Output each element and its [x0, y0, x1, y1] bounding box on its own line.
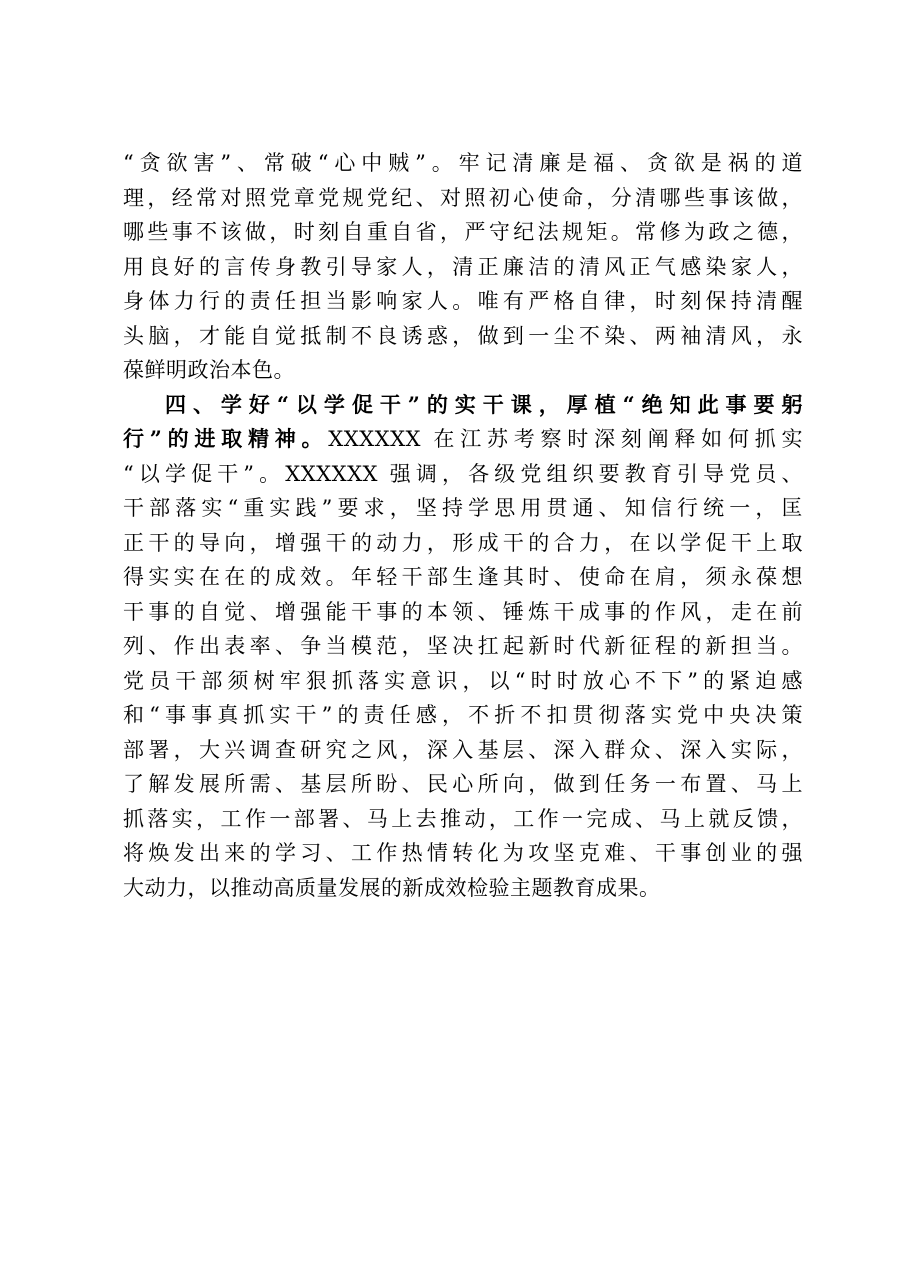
text-line: “贪欲害”、常破“心中贼”。牢记清廉是福、贪欲是祸的道 — [123, 151, 803, 175]
text-line: 头脑，才能自觉抵制不良诱惑，做到一尘不染、两袖清风，永 — [123, 323, 803, 348]
text-line: 用良好的言传身教引导家人，清正廉洁的清风正气感染家人， — [123, 254, 803, 279]
text-line: 部署，大兴调查研究之风，深入基层、深入群众、深入实际， — [123, 737, 803, 762]
text-line: 将焕发出来的学习、工作热情转化为攻坚克难、干事创业的强 — [123, 841, 803, 865]
document-body — [123, 146, 803, 905]
text-line-rest: XXXXXX 在江苏考察时深刻阐释如何抓实 — [328, 427, 803, 451]
text-line: 了解发展所需、基层所盼、民心所向，做到任务一布置、马上 — [123, 772, 803, 796]
text-line: 列、作出表率、争当模范，坚决扛起新时代新征程的新担当。 — [123, 634, 803, 658]
text-line: 干事的自觉、增强能干事的本领、锤炼干成事的作风，走在前 — [123, 599, 803, 624]
text-line: 党员干部须树牢狠抓落实意识，以“时时放心不下”的紧迫感 — [123, 668, 803, 693]
text-line: 身体力行的责任担当影响家人。唯有严格自律，时刻保持清醒 — [123, 289, 803, 313]
text-line: “以学促干”。XXXXXX 强调，各级党组织要教育引导党员、 — [123, 461, 803, 486]
section-heading-end: 行”的进取精神。 — [123, 426, 329, 451]
paragraph-2 — [123, 388, 803, 906]
text-line: 抓落实，工作一部署、马上去推动，工作一完成、马上就反馈， — [123, 806, 803, 831]
text-line: 大动力，以推动高质量发展的新成效检验主题教育成果。 — [123, 875, 661, 900]
text-line: 葆鲜明政治本色。 — [123, 358, 295, 382]
section-heading: 四、学好“以学促干”的实干课，厚植“绝知此事要躬 — [165, 391, 803, 417]
text-line: 正干的导向，增强干的动力，形成干的合力，在以学促干上取 — [123, 530, 803, 555]
text-line: 和“事事真抓实干”的责任感，不折不扣贯彻落实党中央决策 — [123, 703, 803, 727]
text-line — [123, 422, 803, 457]
text-line: 得实实在在的成效。年轻干部生逢其时、使命在肩，须永葆想 — [123, 565, 803, 589]
text-line: 哪些事不该做，时刻自重自省，严守纪法规矩。常修为政之德， — [123, 220, 803, 244]
text-line: 干部落实“重实践”要求，坚持学思用贯通、知信行统一，匡 — [123, 496, 803, 520]
paragraph-1 — [123, 146, 803, 388]
text-line: 理，经常对照党章党规党纪、对照初心使命，分清哪些事该做， — [123, 185, 803, 210]
